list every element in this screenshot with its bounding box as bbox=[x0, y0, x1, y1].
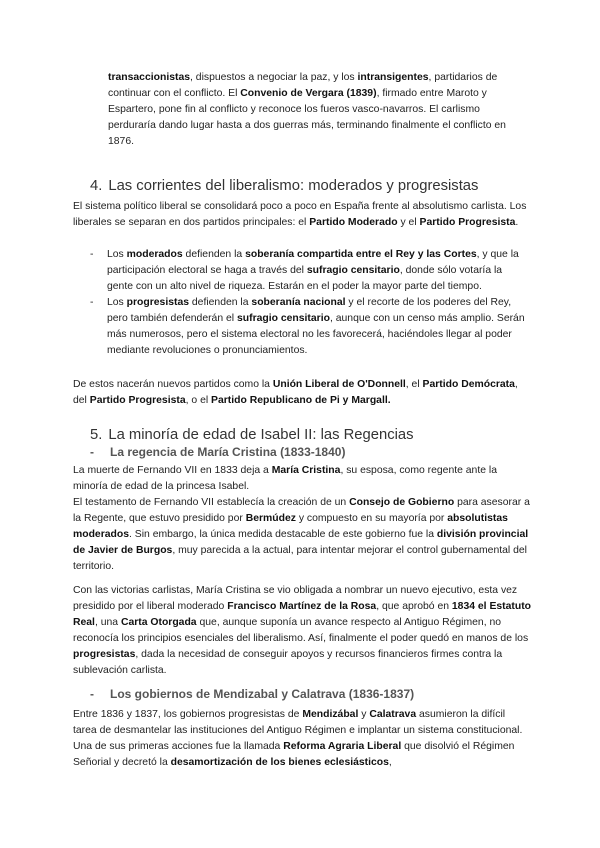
subsection-mendizabal-title: Los gobiernos de Mendizabal y Calatrava (1836-1837) bbox=[110, 687, 415, 701]
section-4-title: Las corrientes del liberalismo: moderados y progresistas bbox=[108, 178, 479, 194]
bold-term: Partido Moderado bbox=[309, 217, 398, 228]
text-run: , del bbox=[73, 379, 518, 406]
bold-term: Partido Progresista bbox=[419, 217, 516, 228]
list-item-moderados bbox=[90, 247, 530, 295]
bold-term: moderados bbox=[126, 249, 183, 260]
bold-term: Carta Otorgada bbox=[120, 617, 197, 628]
subsection-dash: - bbox=[90, 445, 94, 459]
bold-term: progresistas bbox=[126, 297, 190, 308]
text-run: El testamento de Fernando VII establecía la creación de un bbox=[73, 497, 350, 508]
text-run: defienden la bbox=[182, 249, 246, 260]
text-run: , bbox=[388, 757, 392, 768]
bold-term: soberanía nacional bbox=[251, 297, 346, 308]
bold-term: María Cristina bbox=[271, 465, 341, 476]
bold-term: progresistas bbox=[73, 649, 136, 660]
text-run: y el recorte de los poderes del Rey, pero también defenderán el bbox=[107, 297, 512, 324]
bold-term: absolutistas moderados bbox=[73, 513, 508, 540]
section-4-number: 4. bbox=[90, 178, 103, 194]
list-item-progresistas bbox=[90, 295, 530, 359]
subsection-regencia-heading bbox=[90, 444, 345, 460]
bold-term: Partido Republicano de Pi y Margall. bbox=[211, 395, 391, 406]
bold-term: Convenio de Vergara (1839) bbox=[240, 88, 377, 99]
text-run: , su esposa, como regente ante la minoría de edad de la princesa Isabel. bbox=[73, 465, 497, 492]
text-run: El sistema político liberal se consolidará poco a poco en España frente al absolutismo carlista. Los liberales se separan en dos partidos principales: el bbox=[73, 201, 527, 228]
text-run: . bbox=[515, 217, 519, 228]
text-run: , y que la participación electoral se haga a través del bbox=[107, 249, 519, 276]
bold-term: Reforma Agraria Liberal bbox=[283, 741, 402, 752]
text-run: , aunque con un censo más amplio. Serán más numerosos, pero el sistema electoral no les favorecerá, haciéndoles llegar al poder mediante revoluciones o pronunciamientos. bbox=[107, 313, 525, 356]
text-run: y bbox=[358, 709, 370, 720]
text-run: Los bbox=[107, 249, 127, 260]
bullet-dash: - bbox=[90, 297, 94, 308]
section-5-number: 5. bbox=[90, 427, 103, 443]
bold-term: desamortización de los bienes eclesiásticos bbox=[170, 757, 389, 768]
text-run: . Sin embargo, la única medida destacable de este gobierno fue la bbox=[129, 529, 437, 540]
bold-term: Unión Liberal de O'Donnell bbox=[272, 379, 406, 390]
text-run: Con las victorias carlistas, María Cristina se vio obligada a nombrar un nuevo ejecutivo, esta vez presidido por el liberal moderado bbox=[73, 585, 518, 612]
list-item-text bbox=[107, 249, 519, 292]
text-run: , firmado entre Maroto y Espartero, pone fin al conflicto y reconoce los fueros vasco-navarros. El carlismo perduraría dando lugar hasta a dos guerras más, terminando finalmente el conflicto en 1876. bbox=[108, 88, 506, 147]
text-run: que disolvió el Régimen Señorial y decretó la bbox=[73, 741, 515, 768]
mendizabal-paragraph-1 bbox=[73, 707, 531, 771]
continuation-paragraph bbox=[108, 70, 530, 150]
text-run: defienden la bbox=[189, 297, 252, 308]
text-run: De estos nacerán nuevos partidos como la bbox=[73, 379, 273, 390]
text-run: , muy parecida a la actual, para intentar mejorar el control gubernamental del territorio. bbox=[73, 545, 527, 572]
text-run: Entre 1836 y 1837, los gobiernos progresistas de bbox=[73, 709, 303, 720]
text-run: , dada la necesidad de conseguir apoyos y recursos financieros firmes contra la sublevación carlista. bbox=[73, 649, 503, 676]
text-run: asumieron la difícil tarea de desmantelar las instituciones del Antiguo Régimen e implantar un sistema constitucional. Una de sus primeras acciones fue la llamada bbox=[73, 709, 523, 752]
text-run: para asesorar a la Regente, que estuvo presidido por bbox=[73, 497, 530, 524]
subsection-dash: - bbox=[90, 687, 94, 701]
text-run: , una bbox=[94, 617, 121, 628]
text-run: y el bbox=[397, 217, 420, 228]
text-run: , partidarios de continuar con el conflicto. El bbox=[108, 72, 498, 99]
list-item-text bbox=[107, 297, 525, 356]
bold-term: Francisco Martínez de la Rosa bbox=[227, 601, 377, 612]
text-run: La muerte de Fernando VII en 1833 deja a bbox=[73, 465, 272, 476]
text-run: Los bbox=[107, 297, 127, 308]
text-run: , o el bbox=[185, 395, 212, 406]
bold-term: Partido Demócrata bbox=[422, 379, 515, 390]
bold-term: sufragio censitario bbox=[306, 265, 400, 276]
subsection-mendizabal-heading bbox=[90, 686, 414, 702]
section-4-intro bbox=[73, 199, 531, 231]
text-run: , el bbox=[405, 379, 423, 390]
section-4-heading bbox=[90, 177, 478, 195]
bold-term: sufragio censitario bbox=[236, 313, 330, 324]
bold-term: 1834 el Estatuto Real bbox=[73, 601, 532, 628]
bold-term: transaccionistas bbox=[108, 72, 191, 83]
bold-term: Calatrava bbox=[369, 709, 417, 720]
bullet-dash: - bbox=[90, 249, 94, 260]
bold-term: Partido Progresista bbox=[89, 395, 186, 406]
bold-term: intransigentes bbox=[357, 72, 429, 83]
section-5-heading bbox=[90, 426, 414, 444]
section-4-outro bbox=[73, 377, 531, 409]
regencia-paragraph-1 bbox=[73, 463, 531, 495]
bold-term: Bermúdez bbox=[245, 513, 296, 524]
bold-term: soberanía compartida entre el Rey y las Cortes bbox=[245, 249, 477, 260]
regencia-paragraph-3 bbox=[73, 583, 531, 679]
section-5-title: La minoría de edad de Isabel II: las Regencias bbox=[108, 427, 414, 443]
bold-term: Consejo de Gobierno bbox=[349, 497, 455, 508]
text-run: , dispuestos a negociar la paz, y los bbox=[190, 72, 358, 83]
text-run: que, aunque suponía un avance respecto al Antiguo Régimen, no reconocía los principios esenciales del liberalismo. Así, finalmente el poder quedó en manos de los bbox=[73, 617, 529, 644]
regencia-paragraph-2 bbox=[73, 495, 531, 575]
text-run: , que aprobó en bbox=[376, 601, 452, 612]
party-list bbox=[90, 247, 530, 359]
bold-term: división provincial de Javier de Burgos bbox=[73, 529, 529, 556]
text-run: , donde sólo votaría la gente con un alto nivel de riqueza. Estarán en el poder la mayor parte del tiempo. bbox=[107, 265, 503, 292]
bold-term: Mendizábal bbox=[302, 709, 359, 720]
text-run: y compuesto en su mayoría por bbox=[295, 513, 448, 524]
subsection-regencia-title: La regencia de María Cristina (1833-1840) bbox=[110, 445, 346, 459]
